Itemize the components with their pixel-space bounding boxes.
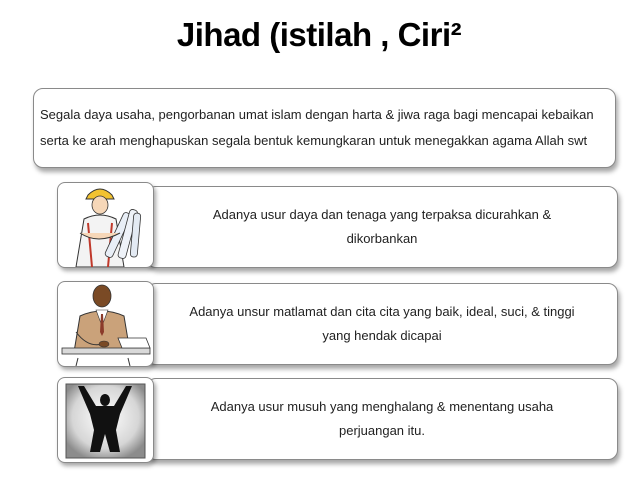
characteristic-2-line-1: Adanya unsur matlamat dan cita cita yang baik, ideal, suci, & tinggi [189,304,575,319]
characteristic-3-line-1: Adanya usur musuh yang menghalang & menentang usaha [210,399,554,414]
slide-title: Jihad (istilah , Ciri² [176,16,462,53]
image-frame-1 [57,182,154,268]
characteristic-3-line-2: perjuangan itu. [338,423,425,438]
definition-line-2: serta ke arah menghapuskan segala bentuk kemungkaran untuk menegakkan agama Allah swt [40,133,588,148]
characteristic-box-3 [146,378,618,460]
businessman-at-desk-icon [58,282,153,366]
worker-with-blueprints-icon [58,183,153,267]
definition-box [33,88,616,168]
characteristic-box-1 [146,186,618,268]
definition-text [40,102,594,154]
characteristic-box-2 [146,283,618,365]
characteristic-1-line-1: Adanya usur daya dan tenaga yang terpaksa dicurahkan & [212,207,552,222]
characteristic-2-line-2: yang hendak dicapai [322,328,442,343]
image-frame-3 [57,377,154,463]
image-frame-2 [57,281,154,367]
victory-silhouette-icon [58,378,153,462]
definition-line-1: Segala daya usaha, pengorbanan umat islam dengan harta & jiwa raga bagi mencapai kebaikan [40,107,594,122]
characteristic-1-line-2: dikorbankan [346,231,418,246]
